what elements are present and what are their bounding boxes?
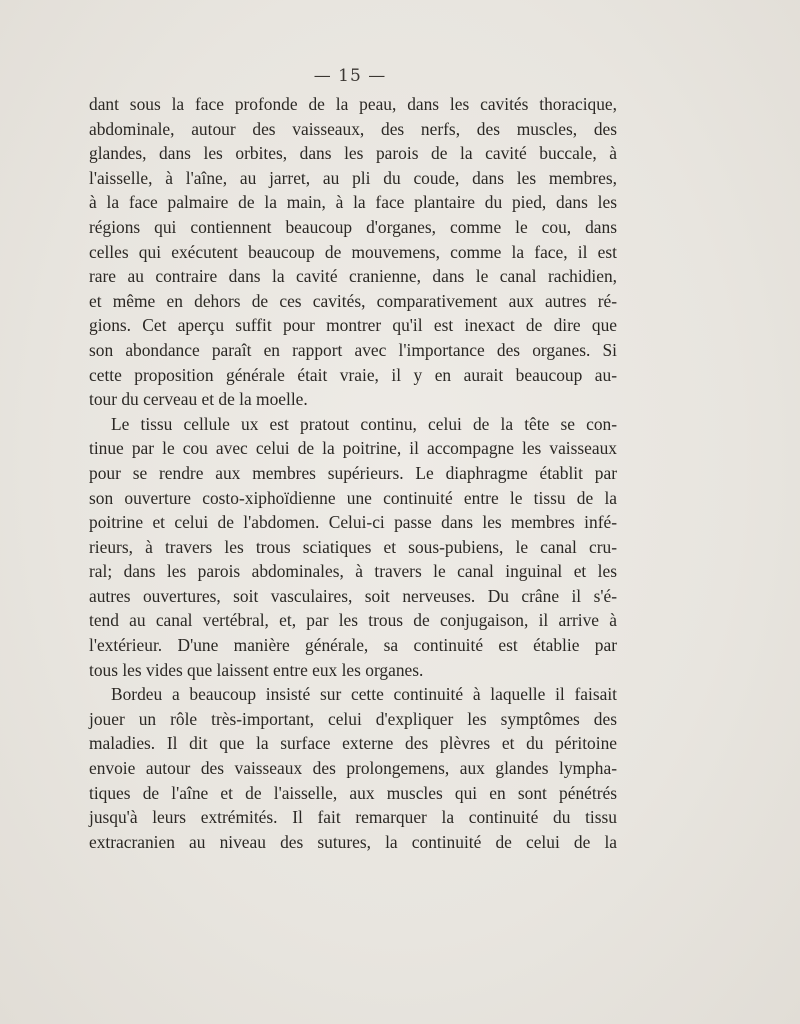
text-line: Bordeu a beaucoup insisté sur cette continuité à laquelle il faisait xyxy=(111,684,617,705)
text-line: Le tissu cellule ux est pratout continu, celui de la tête se con- xyxy=(111,413,617,434)
text-line: rare au contraire dans la cavité cranienne, dans le canal rachidien, xyxy=(89,266,617,287)
text-line: pour se rendre aux membres supérieurs. Le diaphragme établit par xyxy=(89,462,617,483)
text-line: dant sous la face profonde de la peau, dans les cavités thoracique, xyxy=(89,94,617,114)
text-line: celles qui exécutent beaucoup de mouvemens, comme la face, il est xyxy=(89,241,617,262)
text-line: jusqu'à leurs extrémités. Il fait remarquer la continuité du tissu xyxy=(89,807,617,828)
text-line: maladies. Il dit que la surface externe des plèvres et du péritoine xyxy=(89,733,617,754)
text-line: rieurs, à travers les trous sciatiques et sous-pubiens, le canal cru- xyxy=(89,536,617,557)
text-line: tinue par le cou avec celui de la poitrine, il accompagne les vaisseaux xyxy=(89,438,617,459)
text-line: tour du cerveau et de la moelle. xyxy=(89,389,308,410)
text-line: son ouverture costo-xiphoïdienne une continuité entre le tissu de la xyxy=(89,487,617,508)
text-line: tend au canal vertébral, et, par les trous de conjugaison, il arrive à xyxy=(89,610,617,631)
paragraph-2 xyxy=(89,412,617,683)
text-line: l'extérieur. D'une manière générale, sa continuité est établie par xyxy=(89,635,617,656)
text-line: autres ouvertures, soit vasculaires, soit nerveuses. Du crâne il s'é- xyxy=(89,585,617,606)
text-line: tiques de l'aîne et de l'aisselle, aux muscles qui en sont pénétrés xyxy=(89,782,617,803)
text-line: gions. Cet aperçu suffit pour montrer qu'il est inexact de dire que xyxy=(89,315,617,336)
paragraph-3 xyxy=(89,682,617,854)
text-line: et même en dehors de ces cavités, comparativement aux autres ré- xyxy=(89,290,617,311)
text-line: abdominale, autour des vaisseaux, des nerfs, des muscles, des xyxy=(89,118,617,139)
text-line: cette proposition générale était vraie, il y en aurait beaucoup au- xyxy=(89,364,617,385)
text-line: jouer un rôle très-important, celui d'expliquer les symptômes des xyxy=(89,708,617,729)
text-line: régions qui contiennent beaucoup d'organes, comme le cou, dans xyxy=(89,216,617,237)
text-line: envoie autour des vaisseaux des prolongemens, aux glandes lympha- xyxy=(89,758,617,779)
text-line: son abondance paraît en rapport avec l'importance des organes. Si xyxy=(89,339,617,360)
body-text xyxy=(89,92,617,854)
text-line: tous les vides que laissent entre eux les organes. xyxy=(89,659,424,680)
text-line: à la face palmaire de la main, à la face plantaire du pied, dans les xyxy=(89,192,617,213)
text-line: extracranien au niveau des sutures, la continuité de celui de la xyxy=(89,831,617,852)
paragraph-1 xyxy=(89,92,617,412)
text-line: poitrine et celui de l'abdomen. Celui-ci passe dans les membres infé- xyxy=(89,512,617,533)
text-line: l'aisselle, à l'aîne, au jarret, au pli du coude, dans les membres, xyxy=(89,167,617,188)
page-number: — 15 — xyxy=(313,66,387,86)
text-line: glandes, dans les orbites, dans les parois de la cavité buccale, à xyxy=(89,143,617,164)
text-line: ral; dans les parois abdominales, à travers le canal inguinal et les xyxy=(89,561,617,582)
